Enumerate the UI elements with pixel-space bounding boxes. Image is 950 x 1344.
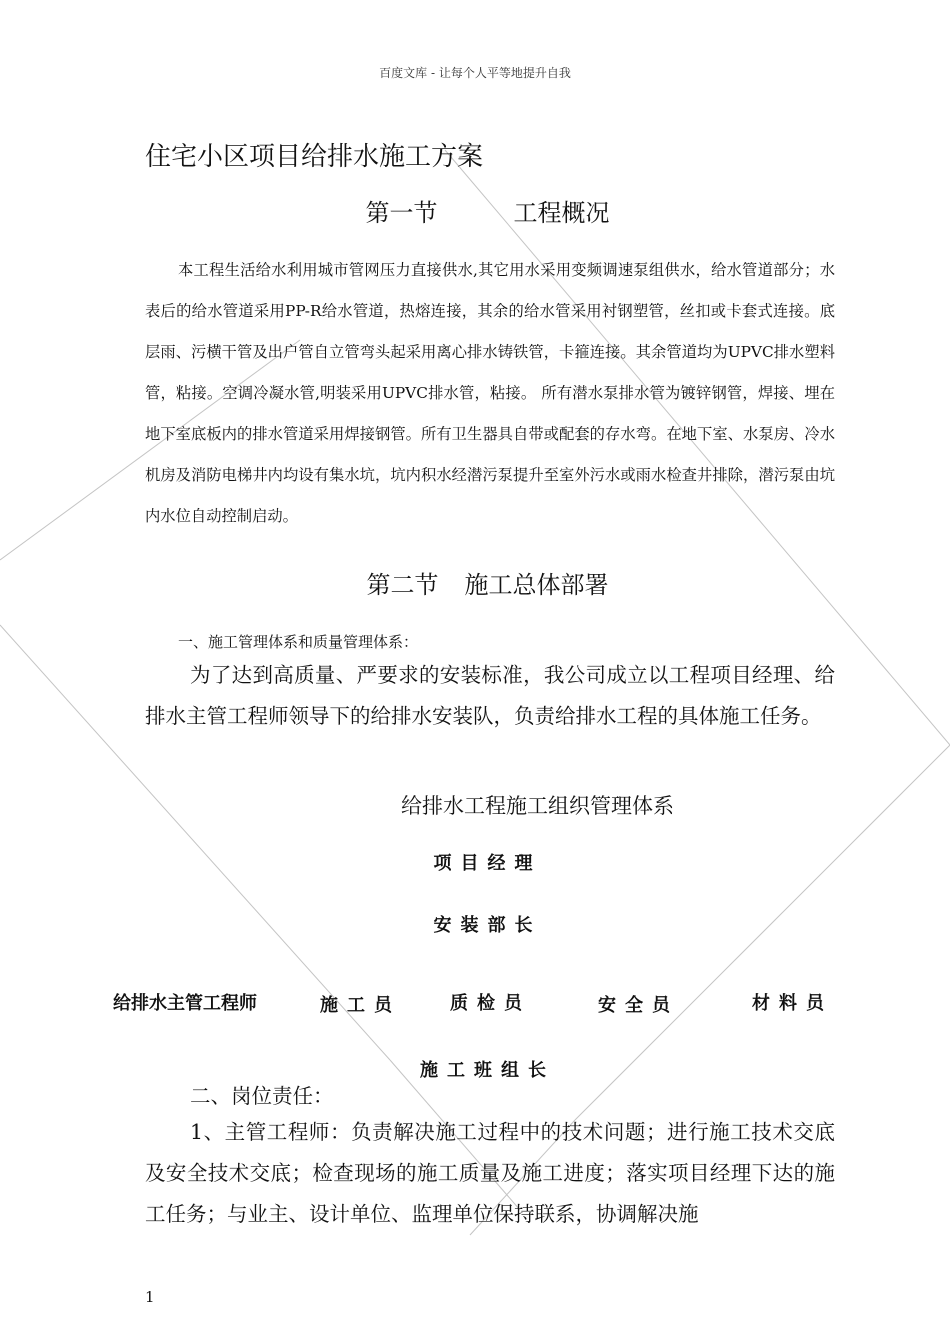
org-role-chief-engineer: 给排水主管工程师 bbox=[113, 993, 257, 1014]
document-title: 住宅小区项目给排水施工方案 bbox=[145, 142, 484, 172]
org-installation-head: 安装部长 bbox=[433, 915, 542, 936]
section-1-heading bbox=[0, 193, 950, 228]
org-role-material-clerk: 材料员 bbox=[752, 993, 833, 1014]
overview-paragraph: 本工程生活给水利用城市管网压力直接供水,其它用水采用变频调速泵组供水，给水管道部分；水表后的给水管道采用PP-R给水管道，热熔连接，其余的给水管采用衬钢塑管，丝扣或卡套式连接。底层雨、污横干管及出户管自立管弯头起采用离心排水铸铁管，卡箍连接。其余管道均为UPVC排水塑料管，粘接。空调冷凝水管,明装采用UPVC排水管，粘接。 所有潜水泵排水管为镀锌钢管，焊接、埋在地下室底板内的排水管道采用焊接钢管。所有卫生器具自带或配套的存水弯。在地下室、水泵房、冷水机房及消防电梯井内均设有集水坑，坑内积水经潜污泵提升至室外污水或雨水检查井排除，潜污泵由坑内水位自动控制启动。 bbox=[145, 261, 835, 525]
duty-paragraph: 1、主管工程师：负责解决施工过程中的技术问题；进行施工技术交底及安全技术交底；检查现场的施工质量及施工进度；落实项目经理下达的施工任务；与业主、设计单位、监理单位保持联系，协调解决施 bbox=[145, 1120, 835, 1226]
management-paragraph: 为了达到高质量、严要求的安装标准，我公司成立以工程项目经理、给排水主管工程师领导下的给排水安装队，负责给排水工程的具体施工任务。 bbox=[145, 663, 835, 728]
section-2-heading bbox=[0, 565, 950, 600]
org-role-safety-officer: 安全员 bbox=[598, 995, 679, 1016]
org-project-manager: 项目经理 bbox=[433, 853, 542, 874]
page-number: 1 bbox=[145, 1288, 155, 1306]
subheading-management-system: 一、施工管理体系和质量管理体系： bbox=[178, 633, 419, 651]
section-1-label: 第一节 bbox=[365, 199, 438, 227]
section-1-name: 工程概况 bbox=[513, 199, 610, 227]
subheading-responsibilities: 二、岗位责任： bbox=[190, 1084, 334, 1108]
org-chart-title: 给排水工程施工组织管理体系 bbox=[401, 794, 674, 818]
section-2-label: 第二节 bbox=[366, 571, 439, 599]
org-role-quality-inspector: 质检员 bbox=[450, 993, 531, 1014]
section-2-name: 施工总体部署 bbox=[464, 571, 609, 599]
page-header: 百度文库 - 让每个人平等地提升自我 bbox=[379, 66, 571, 80]
org-role-construction-staff: 施工员 bbox=[320, 995, 401, 1016]
org-team-leader: 施工班组长 bbox=[420, 1060, 555, 1081]
